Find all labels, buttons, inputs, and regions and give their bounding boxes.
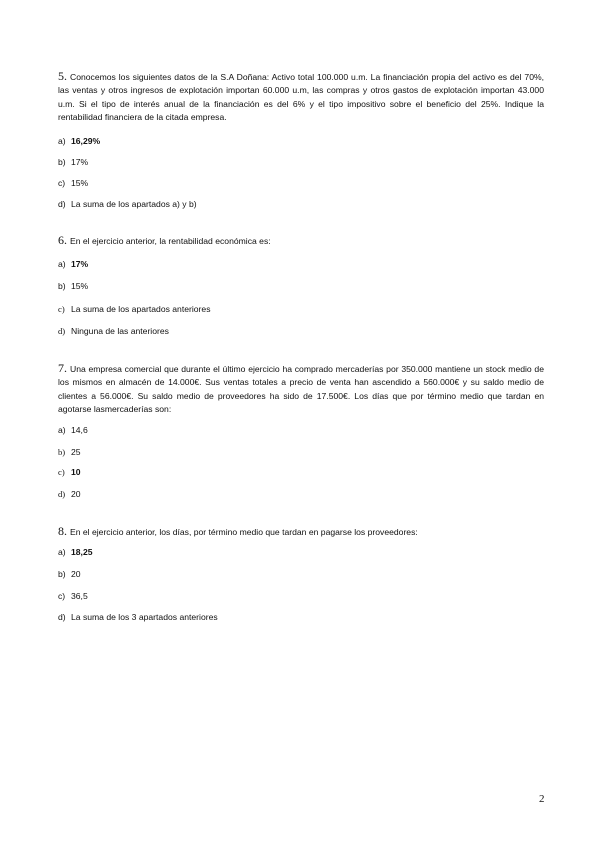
option-c — [58, 591, 544, 602]
question-text: En el ejercicio anterior, la rentabilidad económica es: — [70, 236, 271, 246]
option-letter: c) — [58, 467, 65, 477]
question-6-option-c-wrap — [58, 304, 544, 315]
option-text: 36,5 — [71, 591, 88, 601]
option-text: 17% — [71, 157, 89, 167]
question-number: 6. — [58, 233, 67, 247]
option-d — [58, 612, 544, 623]
option-letter: c) — [58, 304, 65, 314]
question-text: En el ejercicio anterior, los días, por término medio que tardan en pagarse los proveedores: — [70, 527, 418, 537]
option-text: 15% — [71, 178, 89, 188]
question-text: Conocemos los siguientes datos de la S.A Doñana: Activo total 100.000 u.m. La financiación propia del activo es del 70%, las ventas y otros ingresos de explotación importan 60.000 u.m, las compras y otros gastos de explotación importan 43.000 u.m. Si el tipo de interés anual de la financiación es del 6% y el tipo impositivo sobre el beneficio del 25%. Indique la rentabilidad financiera de la citada empresa. — [58, 72, 544, 123]
option-text: 20 — [71, 489, 81, 499]
option-b — [58, 447, 544, 458]
option-d — [58, 326, 544, 337]
question-7-option-b-wrap — [58, 447, 544, 458]
option-letter: a) — [58, 547, 66, 557]
option-letter: b) — [58, 447, 66, 457]
option-letter: a) — [58, 136, 66, 146]
option-text: 15% — [71, 281, 89, 291]
option-letter: b) — [58, 569, 66, 579]
option-text: La suma de los apartados a) y b) — [71, 199, 197, 209]
option-text: 10 — [71, 467, 81, 477]
option-text: 18,25 — [71, 547, 93, 557]
question-stem — [58, 362, 544, 417]
option-b — [58, 569, 544, 580]
question-7 — [58, 362, 544, 417]
question-stem — [58, 70, 544, 125]
question-6 — [58, 234, 544, 248]
question-8-option-a-wrap — [58, 547, 544, 558]
option-d — [58, 489, 544, 500]
question-number: 7. — [58, 361, 67, 375]
option-letter: d) — [58, 612, 66, 622]
question-stem — [58, 525, 544, 539]
option-text: 25 — [71, 447, 81, 457]
question-5-option-b-wrap — [58, 157, 544, 168]
option-a — [58, 547, 544, 558]
option-letter: a) — [58, 259, 66, 269]
option-d — [58, 199, 544, 210]
question-text: Una empresa comercial que durante el último ejercicio ha comprado mercaderías por 350.000 mantiene un stock medio de los mismos en almacén de 14.000€. Sus ventas totales a precio de venta han ascendido a 560.000€ y su saldo medio de clientes a 56.000€. Su saldo medio de proveedores ha sido de 17.500€. Los días que por término medio que tardan en agotarse lasmercaderías son: — [58, 364, 544, 415]
page-number: 2 — [539, 793, 545, 805]
option-b — [58, 157, 544, 168]
option-text: 20 — [71, 569, 81, 579]
question-8-option-c-wrap — [58, 591, 544, 602]
question-7-option-c-wrap — [58, 467, 544, 478]
question-number: 5. — [58, 69, 67, 83]
option-letter: a) — [58, 425, 66, 435]
option-text: La suma de los 3 apartados anteriores — [71, 612, 218, 622]
option-letter: d) — [58, 326, 66, 336]
option-letter: c) — [58, 591, 66, 601]
question-8-option-b-wrap — [58, 569, 544, 580]
option-text: 16,29% — [71, 136, 101, 146]
option-c — [58, 467, 544, 478]
option-letter: b) — [58, 281, 66, 291]
question-5-option-c-wrap — [58, 178, 544, 189]
option-text: 14,6 — [71, 425, 88, 435]
question-6-option-d-wrap — [58, 326, 544, 337]
question-8 — [58, 525, 544, 539]
option-letter: d) — [58, 199, 66, 209]
option-a — [58, 425, 544, 436]
option-letter: b) — [58, 157, 66, 167]
question-6-option-a-wrap — [58, 259, 544, 270]
option-a — [58, 259, 544, 270]
option-text: La suma de los apartados anteriores — [71, 304, 211, 314]
question-5-option-d-wrap — [58, 199, 544, 210]
option-c — [58, 178, 544, 189]
question-6-option-b-wrap — [58, 281, 544, 292]
question-5-options — [58, 136, 544, 147]
question-5 — [58, 70, 544, 125]
option-text: 17% — [71, 259, 89, 269]
question-8-option-d-wrap — [58, 612, 544, 623]
question-7-option-d-wrap — [58, 489, 544, 500]
option-text: Ninguna de las anteriores — [71, 326, 169, 336]
option-c — [58, 304, 544, 315]
option-letter: d) — [58, 489, 66, 499]
question-7-option-a-wrap — [58, 425, 544, 436]
option-a — [58, 136, 544, 147]
question-stem — [58, 234, 544, 248]
question-number: 8. — [58, 524, 67, 538]
option-letter: c) — [58, 178, 66, 188]
option-b — [58, 281, 544, 292]
